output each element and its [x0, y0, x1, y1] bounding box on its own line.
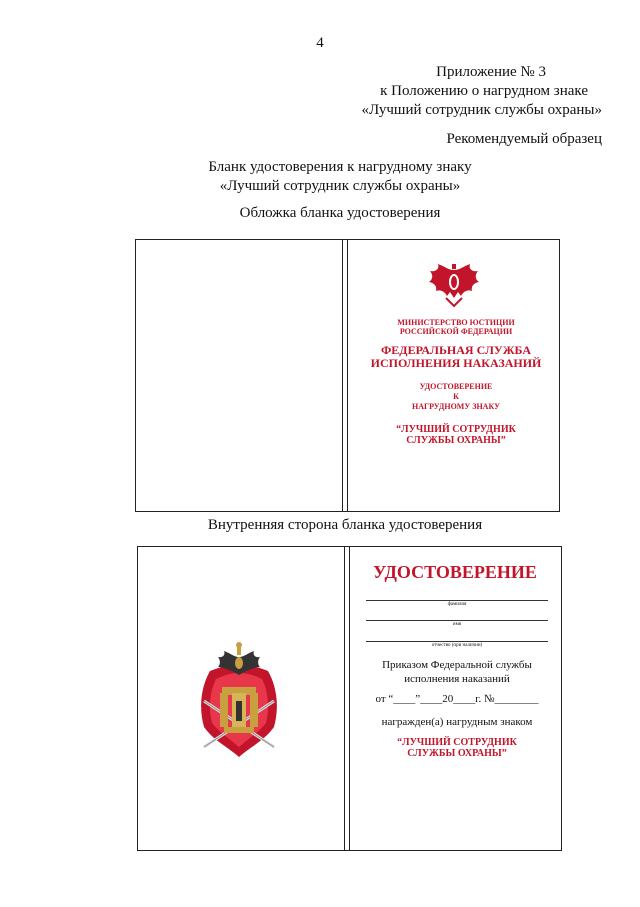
cover-service-line-1: ФЕДЕРАЛЬНАЯ СЛУЖБА [381, 343, 531, 357]
inner-title: УДОСТОВЕРЕНИЕ [373, 562, 537, 582]
page-number: 4 [316, 35, 324, 51]
cover-ministry [356, 318, 556, 336]
inner-caption: Внутренняя сторона бланка удостоверения [207, 517, 483, 533]
annex-heading [262, 63, 602, 120]
name-line [366, 620, 548, 621]
annex-line-2: к Положению о нагрудном знаке [380, 83, 588, 99]
double-headed-eagle-icon [428, 262, 480, 308]
inner-badge-line-2: СЛУЖБЫ ОХРАНЫ” [407, 748, 507, 759]
inner-badge-name [350, 737, 564, 759]
cover-cert-line-2: К [453, 392, 459, 401]
cover-caption: Обложка бланка удостоверения [239, 205, 441, 221]
cover-cert-line-1: УДОСТОВЕРЕНИЕ [419, 382, 493, 391]
cover-badge-name [356, 424, 556, 446]
blank-title [0, 158, 640, 196]
badge-emblem-icon [194, 635, 284, 759]
name-label: имя [452, 622, 462, 627]
surname-line [366, 600, 548, 601]
blank-title-line-2: «Лучший сотрудник службы охраны» [219, 178, 461, 194]
cover-ministry-line-2: РОССИЙСКОЙ ФЕДЕРАЦИИ [399, 327, 513, 336]
cover-booklet [135, 239, 560, 512]
surname-label: фамилия [447, 602, 467, 607]
order-line-1: Приказом Федеральной службы [382, 659, 532, 671]
cover-cert-line-3: НАГРУДНОМУ ЗНАКУ [412, 402, 500, 411]
annex-line-3: «Лучший сотрудник службы охраны» [361, 102, 602, 118]
date-line: от “____”____20____г. №________ [375, 693, 539, 705]
blank-title-line-1: Бланк удостоверения к нагрудному знаку [208, 159, 472, 175]
cover-service [356, 344, 556, 370]
sample-label: Рекомендуемый образец [446, 131, 602, 147]
patronymic-label: отчество (при наличии) [431, 643, 483, 648]
cover-spine [342, 240, 348, 511]
annex-line-1: Приложение № 3 [436, 64, 546, 80]
patronymic-line [366, 641, 548, 642]
order-text [350, 658, 564, 686]
cover-badge-line-1: “ЛУЧШИЙ СОТРУДНИК [396, 424, 516, 435]
cover-ministry-line-1: МИНИСТЕРСТВО ЮСТИЦИИ [397, 318, 515, 327]
inner-badge-line-1: “ЛУЧШИЙ СОТРУДНИК [397, 737, 517, 748]
cover-service-line-2: ИСПОЛНЕНИЯ НАКАЗАНИЙ [370, 356, 542, 370]
cover-certificate [356, 382, 556, 412]
order-line-2: исполнения наказаний [404, 673, 510, 685]
inner-booklet [137, 546, 562, 851]
cover-badge-line-2: СЛУЖБЫ ОХРАНЫ” [406, 435, 506, 446]
awarded-text: награжден(а) нагрудным знаком [381, 716, 533, 728]
